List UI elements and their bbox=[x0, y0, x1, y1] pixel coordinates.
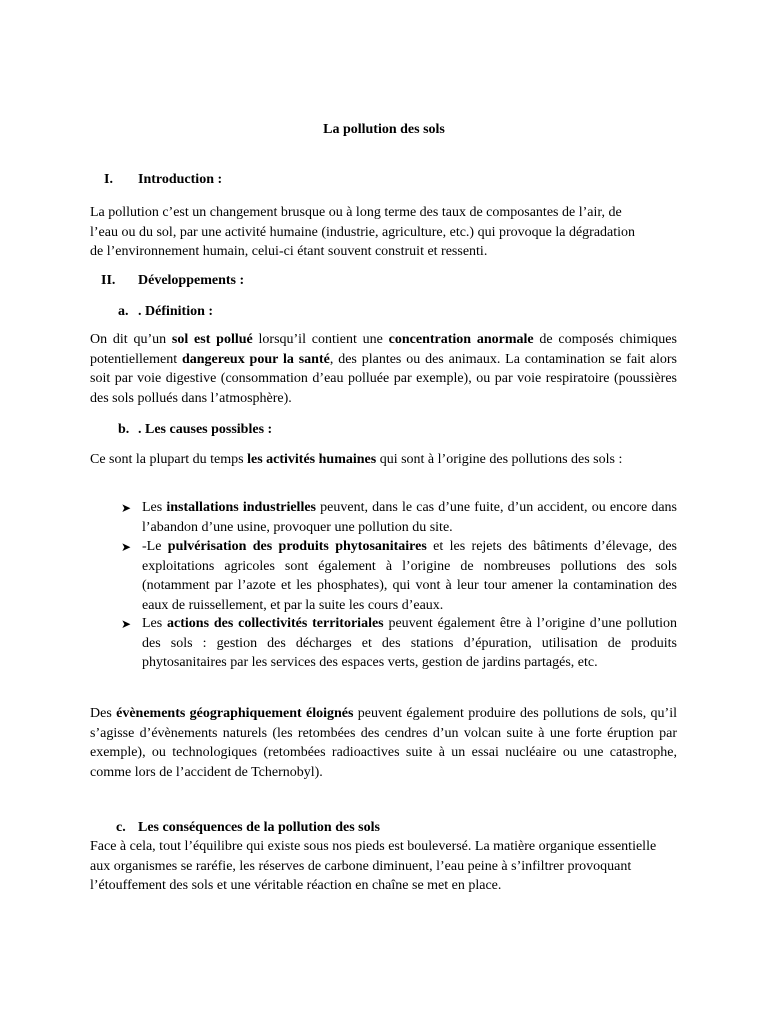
arrowhead-bullet-icon: ➤ bbox=[120, 501, 132, 515]
causes-intro-paragraph bbox=[90, 450, 677, 470]
text-run: peuvent également produire des pollutions de sols, qu’il s’agisse d’évènements naturels (les retombées des cendres d’un volcan suite à une forte éruption par exemple), ou technologiques (retombées radioactives suite à un essai nucléaire ou une catastrophe, comme lors de l’accident de Tchernobyl). bbox=[90, 706, 677, 780]
text-run: -Le bbox=[142, 539, 168, 554]
bullet-item-collectivities bbox=[142, 614, 677, 673]
text-run: Ce sont la plupart du temps bbox=[90, 452, 248, 467]
text-run: lorsqu’il contient une bbox=[252, 332, 389, 347]
consequences-paragraph: Face à cela, tout l’équilibre qui existe sous nos pieds est bouleversé. La matière organique essentielle aux organismes se raréfie, les réserves de carbone diminuent, l’eau peine à s’infiltrer provoquant l’étouffement des sols et une véritable réaction en chaîne se met en place. bbox=[90, 839, 657, 893]
intro-paragraph: La pollution c’est un changement brusque ou à long terme des taux de composantes de l’air, de l’eau ou du sol, par une activité humaine (industrie, agriculture, etc.) qui provoque la dégradation de l’environnement humain, celui-ci étant souvent construit et ressenti. bbox=[90, 205, 636, 259]
bold-term: sol est pollué bbox=[171, 332, 253, 347]
definition-paragraph bbox=[90, 330, 677, 408]
section-heading-intro: Introduction : bbox=[138, 172, 223, 187]
subsection-heading-definition: . Définition : bbox=[138, 304, 214, 319]
text-run: qui sont à l’origine des pollutions des sols : bbox=[376, 452, 623, 467]
section-heading-dev: Développements : bbox=[138, 273, 245, 288]
subsection-heading-causes: . Les causes possibles : bbox=[138, 422, 273, 437]
distant-events-paragraph bbox=[90, 704, 677, 782]
arrowhead-bullet-icon: ➤ bbox=[120, 617, 132, 631]
text-run: peuvent, dans le cas d’une fuite, d’un accident, ou encore dans l’abandon d’une usine, provoquer une pollution du site. bbox=[142, 500, 678, 535]
text-run: Les bbox=[142, 500, 167, 515]
bold-term: installations industrielles bbox=[166, 500, 317, 515]
bold-term: actions des collectivités territoriales bbox=[167, 616, 384, 631]
bold-term: évènements géographiquement éloignés bbox=[116, 706, 354, 721]
bold-term: les activités humaines bbox=[247, 452, 377, 467]
bullet-item-industrial bbox=[142, 498, 677, 537]
text-run: , des plantes ou des animaux. La contamination se fait alors soit par voie digestive (consommation d’eau polluée par exemple), ou par voie respiratoire (poussières des sols pollués dans l’atmosphère). bbox=[90, 351, 678, 406]
text-run: et les rejets des bâtiments d’élevage, des exploitations agricoles sont également à l’origine de nombreuses pollutions des sols (notamment par l’azote et les phosphates), qui vont à leur tour amener la contamination des eaux de ruissellement, et par la suite les cours d’eaux. bbox=[142, 539, 677, 613]
arrowhead-bullet-icon: ➤ bbox=[120, 540, 132, 554]
bold-term: pulvérisation des produits phytosanitaires bbox=[167, 539, 427, 554]
bullet-item-agricultural bbox=[142, 537, 677, 615]
subsection-letter-a: a. bbox=[118, 304, 129, 319]
section-number-intro: I. bbox=[104, 172, 113, 187]
bold-term: concentration anormale bbox=[388, 332, 534, 347]
bold-term: dangereux pour la santé bbox=[181, 351, 330, 367]
text-run: peuvent également être à l’origine d’une pollution des sols : gestion des décharges et des stations d’épuration, utilisation de produits phytosanitaires par les services des espaces verts, gestion de jardins partagés, etc. bbox=[142, 616, 677, 670]
text-run: Des bbox=[90, 706, 117, 721]
text-run: Les bbox=[142, 616, 168, 631]
document-title: La pollution des sols bbox=[323, 122, 445, 137]
text-run: On dit qu’un bbox=[90, 332, 172, 347]
subsection-letter-c: c. bbox=[116, 820, 126, 835]
text-run: de composés chimiques potentiellement bbox=[90, 332, 677, 367]
subsection-heading-consequences: Les conséquences de la pollution des sols bbox=[138, 820, 380, 835]
subsection-letter-b: b. bbox=[118, 422, 130, 437]
section-number-dev: II. bbox=[101, 273, 116, 288]
